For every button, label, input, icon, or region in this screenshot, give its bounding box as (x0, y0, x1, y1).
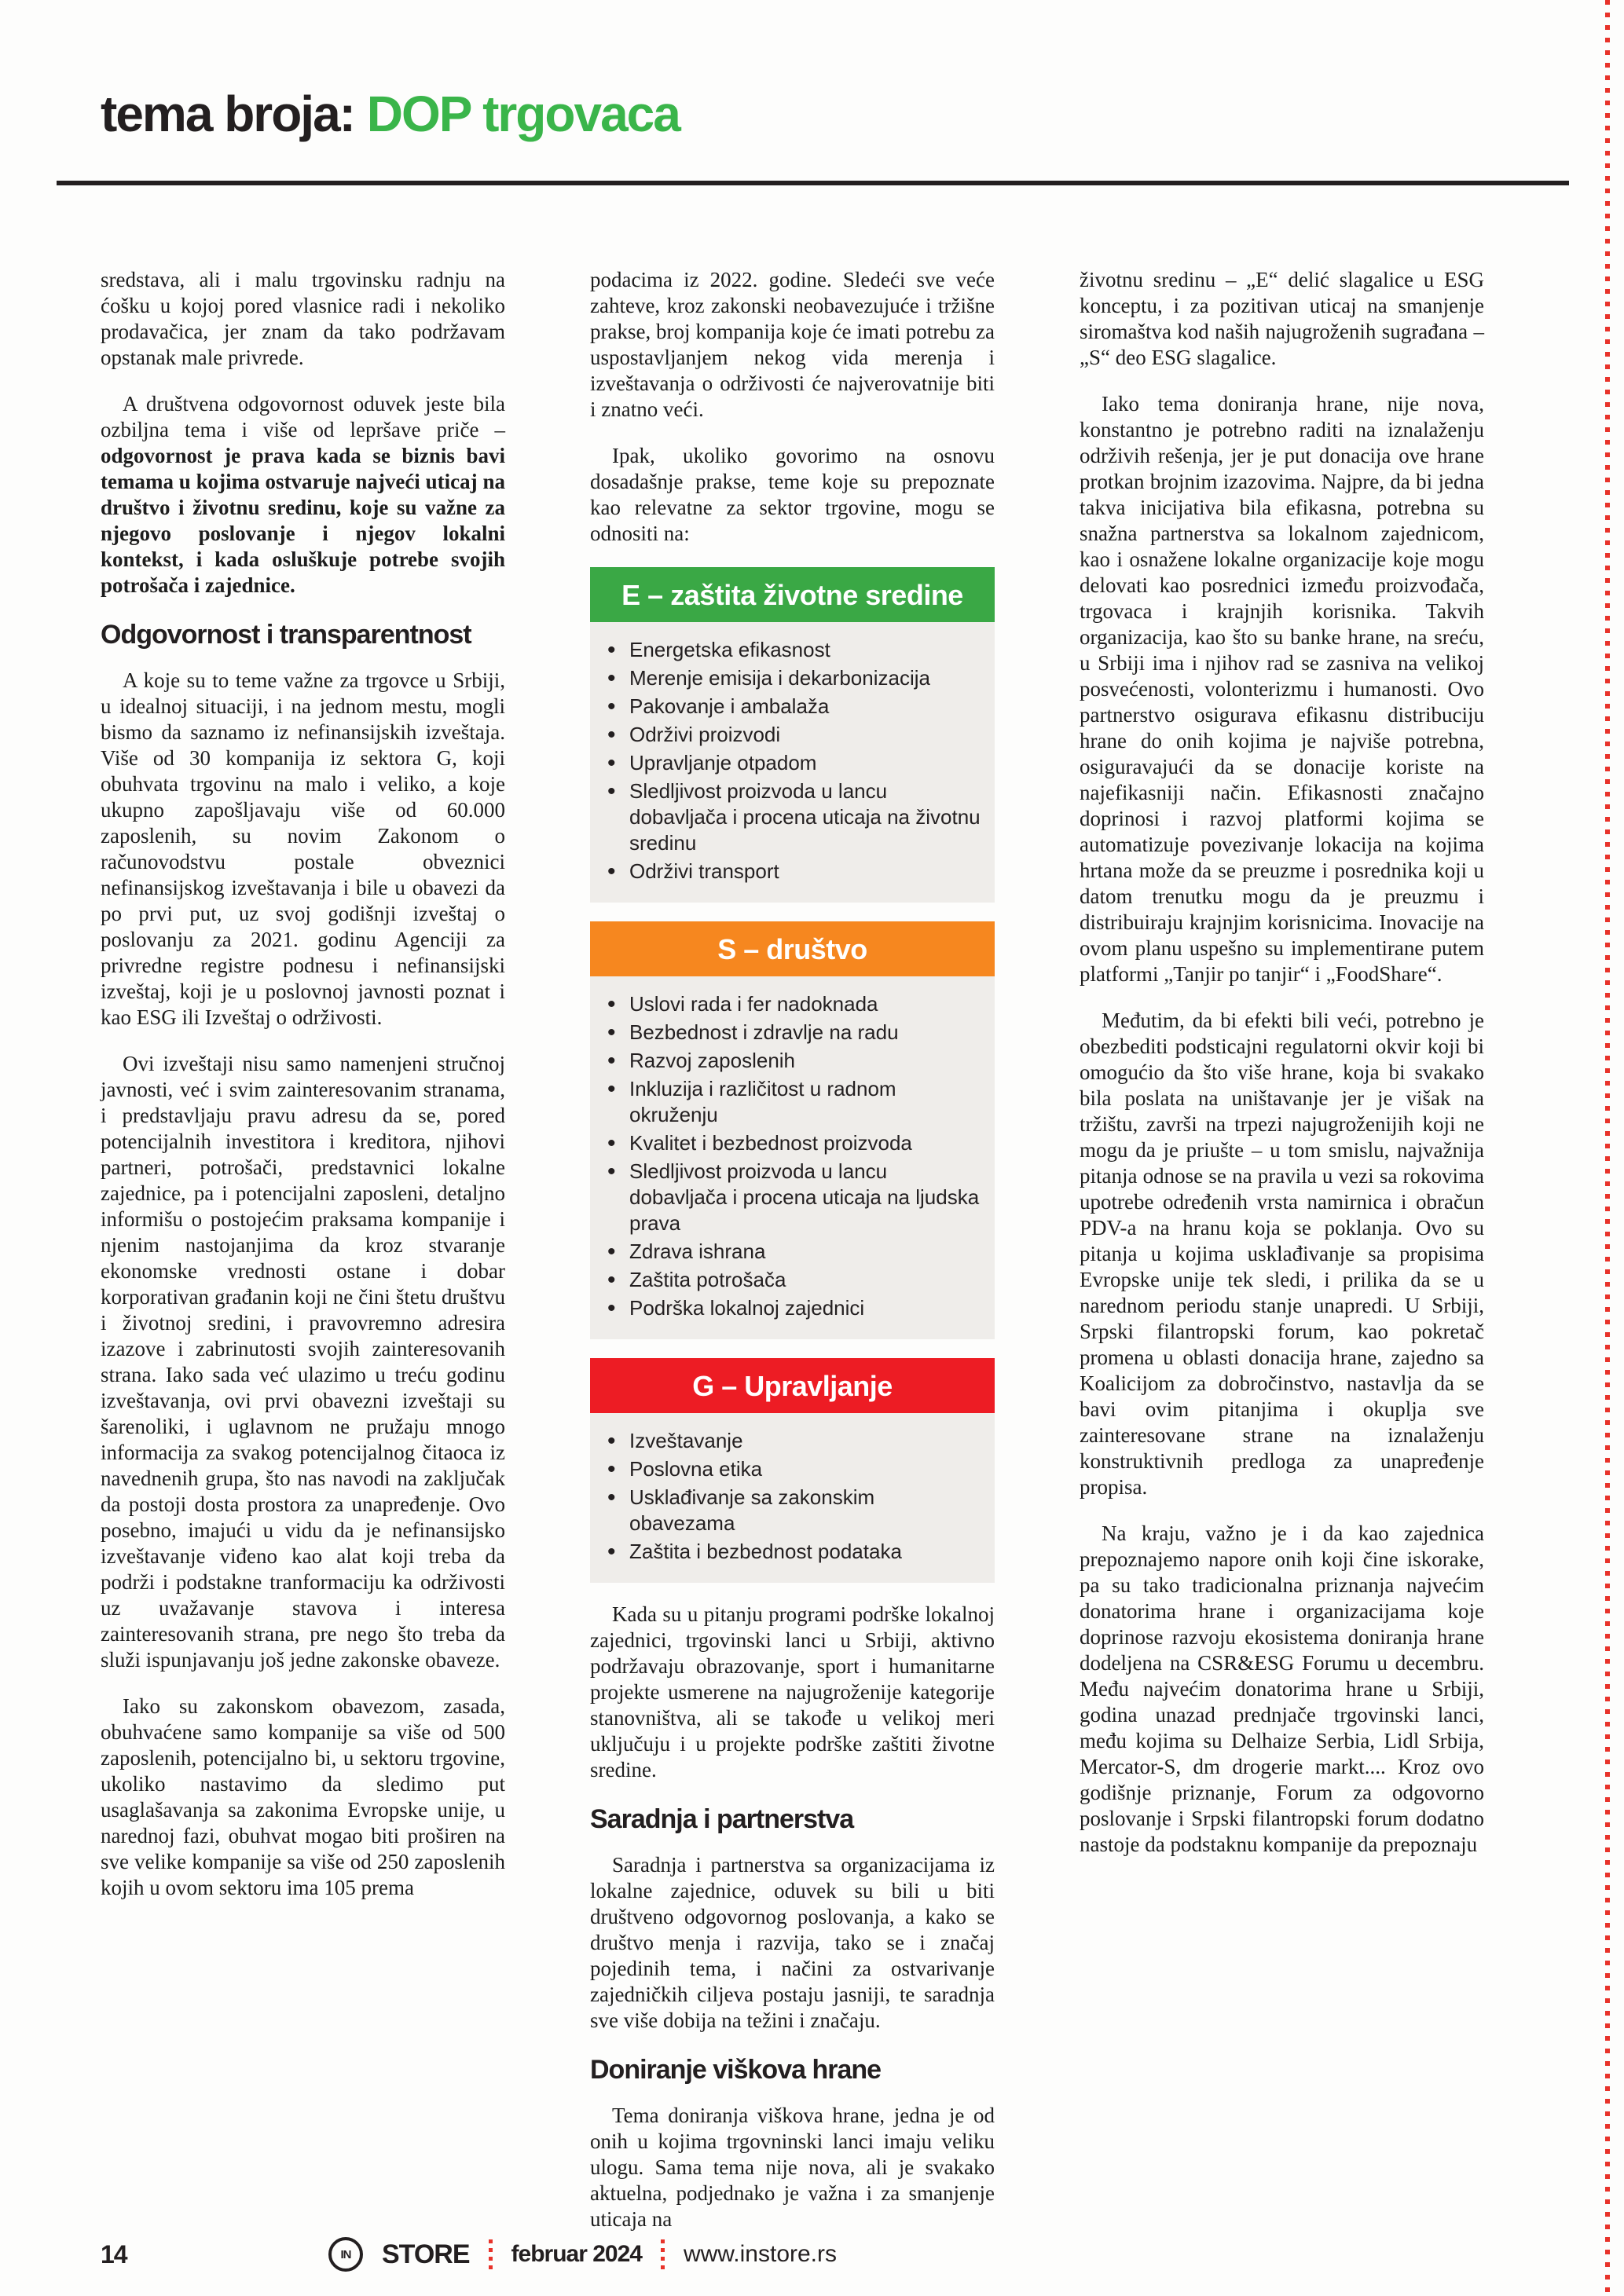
esg-governance-banner: G – Upravljanje (590, 1358, 995, 1413)
list-item: • Pakovanje i ambalaža (606, 694, 985, 720)
paragraph: Kada su u pitanju programi podrške lokalnoj zajednici, trgovinski lanci u Srbiji, aktivno podržavaju obrazovanje, sport i humanitarne projekte usmerene na najugroženije kategorije stanovništva, ali se takođe u velikoj meri uključuju i u projekte podrške zaštiti životne sredine. (590, 1602, 995, 1782)
list-item: • Inkluzija i različitost u radnom okruženju (606, 1076, 985, 1128)
list-item: • Izveštavanje (606, 1428, 985, 1454)
column-1 (101, 267, 505, 2253)
paragraph: životnu sredinu – „E“ delić slagalice u ESG konceptu, i za pozitivan uticaj na smanjenje siromaštva kod naših najugroženih sugrađana – „S“ deo ESG slagalice. (1080, 268, 1484, 369)
paragraph: sredstava, ali i malu trgovinsku radnju na ćošku u kojoj pored vlasnice radi i nekoliko prodavačica, jer znam da tako podržavam opstanak male privrede. (101, 268, 505, 369)
esg-box-governance (590, 1358, 995, 1583)
list-item: • Energetska efikasnost (606, 637, 985, 663)
page-title (101, 85, 680, 143)
list-item: • Upravljanje otpadom (606, 750, 985, 776)
paragraph: Ipak, ukoliko govorimo na osnovu dosadašnje prakse, teme koje su prepoznate kao relevatne za sektor trgovine, mogu se odnositi na: (590, 444, 995, 545)
list-item: • Zaštita i bezbednost podataka (606, 1539, 985, 1565)
list-item: • Sledljivost proizvoda u lancu dobavljača i procena uticaja na ljudska prava (606, 1159, 985, 1236)
website-url: www.instore.rs (683, 2241, 837, 2267)
dotted-separator-icon (489, 2239, 493, 2269)
list-item: • Uslovi rada i fer nadoknada (606, 991, 985, 1017)
list-item: • Održivi transport (606, 859, 985, 884)
column-2 (590, 267, 995, 2253)
list-item: • Merenje emisija i dekarbonizacija (606, 665, 985, 691)
section-heading-odgovornost: Odgovornost i transparentnost (101, 620, 471, 650)
page-title-topic: DOP trgovaca (366, 86, 680, 142)
list-item: • Poslovna etika (606, 1456, 985, 1482)
paragraph-text: A društvena odgovornost oduvek jeste bila ozbiljna tema i više od lepršave priče – (101, 392, 505, 441)
esg-governance-list (590, 1413, 995, 1583)
paragraph-bold-text: odgovornost je prava kada se biznis bavi temama u kojima ostvaruje najveći uticaj na društvo i životnu sredinu, koje su važne za njegovo poslovanje i njegov lokalni kontekst, i kada osluškuje potrebe svojih potrošača i zajednice. (101, 444, 505, 597)
list-item: • Kvalitet i bezbednost proizvoda (606, 1130, 985, 1156)
header-divider (57, 181, 1569, 185)
column-3 (1080, 267, 1484, 2253)
footer-brand (328, 2237, 837, 2272)
esg-social-banner: S – društvo (590, 921, 995, 976)
esg-box-social (590, 921, 995, 1339)
paragraph (101, 391, 505, 599)
list-item: • Sledljivost proizvoda u lancu dobavljača i procena uticaja na životnu sredinu (606, 778, 985, 856)
esg-environment-list (590, 622, 995, 903)
paragraph: Ovi izveštaji nisu samo namenjeni stručnoj javnosti, već i svim zainteresovanim stranama, i predstavljaju pravu adresu da se, pored potencijalnih investitora i kreditora, njihovi partneri, potrošači, predstavnici lokalne zajednice, pa i potencijalni zaposleni, detaljno informišu o postojećim praksama kompanije i njenim nastojanjima da kroz stvaranje ekonomske vrednosti ostane i dobar korporativan građanin koji ne čini štetu društvu i životnoj sredini, i pravovremno adresira izazove i zabrinutosti svojih zainteresovanih strana. Iako sada već ulazimo u treću godinu izveštavanja, ovi prvi obavezni izveštaji su šarenoliki, i uglavnom ne pružaju mnogo informacija za svakog potencijalnog čitaoca iz navednenih grupa, što nas navodi na zaključak da postoji dosta prostora za unapređenje. Ovo posebno, imajući u vidu da je nefinansijsko izveštavanje viđeno kao alat koji treba da podrži i podstakne tranformaciju ka održivosti uz uvažavanje stavova i interesa zainteresovanih strana, pre nego što treba da služi ispunjavanju još jedne zakonske obaveze. (101, 1052, 505, 1672)
instore-logo-icon: IN (328, 2237, 363, 2272)
paragraph: Tema doniranja viškova hrane, jedna je od onih u kojima trgovninski lanci imaju veliku ulogu. Sama tema nije nova, ali je svakako aktuelna, podjednako je važna i za smanjenje uticaja na (590, 2104, 995, 2231)
esg-box-environment (590, 567, 995, 903)
paragraph: Iako su zakonskom obavezom, zasada, obuhvaćene samo kompanije sa više od 500 zaposlenih, potencijalno bi, u sektoru trgovine, ukoliko nastavimo da sledimo put usaglašavanja sa zakonima Evropske unije, u narednoj fazi, obuhvat mogao biti proširen na sve velike kompanije sa više od 250 zaposlenih kojih u ovom sektoru ima 105 prema (101, 1694, 505, 1899)
store-logo-text: STORE (382, 2239, 470, 2269)
list-item: • Održivi proizvodi (606, 722, 985, 748)
paragraph: A koje su to teme važne za trgovce u Srbiji, u idealnoj situaciji, i na jednom mestu, mogli bismo da saznamo iz nefinansijskih izveštaja. Više od 30 kompanija iz sektora G, koji obuhvata trgovinu na malo i veliko, a koje ukupno zapošljavaju više od 60.000 zaposlenih, su novim Zakonom o računovodstvu postale obveznici nefinansijskog izveštavanja i bile u obavezi da po prvi put, uz svoj godišnji izveštaj o poslovanju za 2021. godinu Agenciji za privredne registre podnesu i nefinansijski izveštaj, koji je u poslovnoj javnosti poznat i kao ESG ili Izveštaj o održivosti. (101, 668, 505, 1029)
paragraph: Međutim, da bi efekti bili veći, potrebno je obezbediti podsticajni regulatorni okvir koji bi omogućio da što više hrane, koja bi svakako bila poslata na uništavanje jer je višak na tržištu, završi na trpezi najugroženijih koji ne mogu da je priušte – u tom smislu, najvažnija pitanja odnose se na pravila u vezi sa rokovima upotrebe određenih vrsta namirnica i obračun PDV-a na hranu koja se poklanja. Ovo su pitanja u kojima usklađivanje sa propisima Evropske unije tek sledi, i prilika da se u narednom periodu stanje unapredi. U Srbiji, Srpski filantropski forum, kao pokretač promena u oblasti donacija hrane, zajedno sa Koalicijom za dobročinstvo, nastavlja da se bavi ovim pitanjima i okuplja sve zainteresovane strane na iznalaženju konstruktivnih predloga za unapređenje propisa. (1080, 1009, 1484, 1499)
article-columns (101, 267, 1485, 2253)
paragraph: Iako tema doniranja hrane, nije nova, konstantno je potrebno raditi na iznalaženju održivih rešenja, jer je put donacija ove hrane protkan brojnim izazovima. Najpre, da bi jedna takva inicijativa bila efikasna, potrebna su snažna partnerstva sa lokalnom zajednicom, kao i osnažene lokalne organizacije koje mogu delovati kao posrednici između proizvođača, trgovaca i krajnjih korisnika. Takvih organizacija, kao što su banke hrane, na sreću, u Srbiji ima i njihov rad se zasniva na velikoj posvećenosti, volonterizmu i humanosti. Ovo partnerstvo osigurava efikasnu distribuciju hrane do onih kojima je najviše potrebna, osiguravajući da se donacije koriste na najefikasniji način. Efikasnosti značajno doprinosi i razvoj platformi kojima se automatizuje povezivanje lokacija na kojima hrtana može da se preuzme i posrednika koji u datom trenutku mogu da je preuzmu i distribuiraju krajnjim korisnicima. Inovacije na ovom planu uspešno su implementirane putem platformi „Tanjir po tanjir“ i „FoodShare“. (1080, 392, 1484, 986)
paragraph: Na kraju, važno je i da kao zajednica prepoznajemo napore onih koji čine iskorake, pa su tako tradicionalna priznanja najvećim donatorima hrane i organizacijama koje doprinose razvoju ekosistema doniranja hrane dodeljena na CSR&ESG Forumu u decembru. Među najvećim donatorima hrane u Srbiji, godina unazad prednjače trgovinski lanci, među kojima su Delhaize Serbia, Lidl Srbija, Mercator-S, dm drogerie markt.... Kroz ovo godišnje priznanje, Forum za odgovorno poslovanje i Srpski filantropski forum dodatno nastoje da podstaknu kompanije da prepoznaju (1080, 1522, 1484, 1856)
page-footer (0, 2237, 1624, 2278)
issue-date: februar 2024 (511, 2241, 642, 2267)
section-heading-saradnja: Saradnja i partnerstva (590, 1804, 854, 1834)
esg-environment-banner: E – zaštita životne sredine (590, 567, 995, 622)
list-item: • Bezbednost i zdravlje na radu (606, 1020, 985, 1045)
page-number: 14 (101, 2240, 127, 2269)
paragraph: podacima iz 2022. godine. Sledeći sve veće zahteve, kroz zakonski neobavezujuće i tržišne prakse, broj kompanija koje će imati potrebu za uspostavljanjem nekog vida merenja i izveštavanja o održivosti će najverovatnije biti i znatno veći. (590, 268, 995, 421)
list-item: • Usklađivanje sa zakonskim obavezama (606, 1485, 985, 1536)
dotted-edge-rule (1605, 0, 1610, 2296)
list-item: • Razvoj zaposlenih (606, 1048, 985, 1074)
list-item: • Zdrava ishrana (606, 1239, 985, 1265)
list-item: • Zaštita potrošača (606, 1267, 985, 1293)
dotted-separator-icon (661, 2239, 665, 2269)
section-heading-doniranje: Doniranje viškova hrane (590, 2055, 882, 2085)
esg-social-list (590, 976, 995, 1339)
paragraph: Saradnja i partnerstva sa organizacijama iz lokalne zajednice, oduvek su bili u biti društveno odgovornog poslovanja, a kako se društvo menja i razvija, tako se i značaj pojedinih tema, i načini za ostvarivanje zajedničkih ciljeva postaju jasniji, te saradnja sve više dobija na težini i značaju. (590, 1853, 995, 2032)
page-title-kicker: tema broja: (101, 86, 367, 142)
list-item: • Podrška lokalnoj zajednici (606, 1295, 985, 1321)
